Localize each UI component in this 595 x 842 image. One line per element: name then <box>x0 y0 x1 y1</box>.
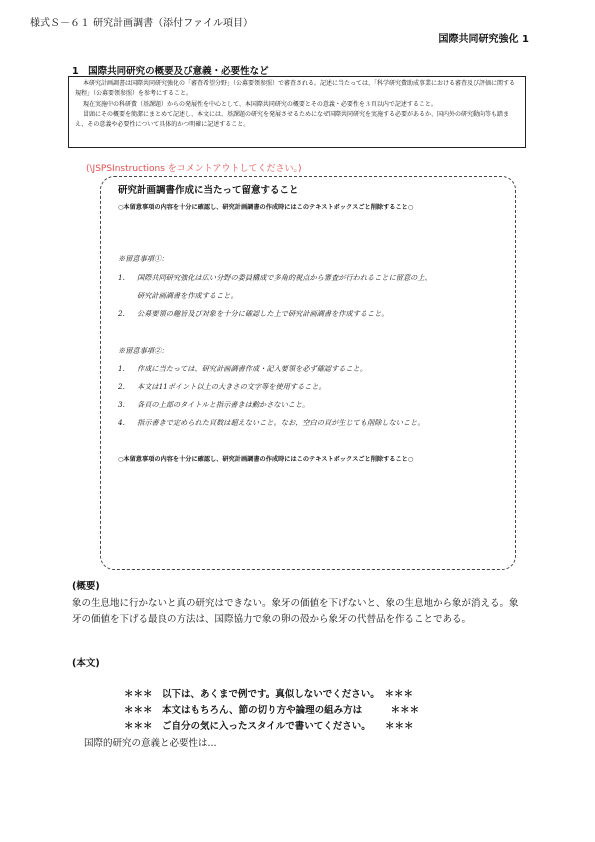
instruction-box <box>68 76 526 148</box>
body-text-start: 国際的研究の意義と必要性は... <box>84 738 217 749</box>
notice-item <box>118 400 309 410</box>
program-name: 国際共同研究強化 1 <box>438 34 529 45</box>
item-number: 2. <box>118 382 125 391</box>
summary-label: (概要) <box>72 581 100 592</box>
item-number: 2. <box>118 309 125 318</box>
example-notice-line: ＊＊＊ ご自分の気に入ったスタイルで書いてください。 ＊＊＊ <box>124 721 414 732</box>
item-text: 各頁の上部のタイトルと指示書きは動かさないこと。 <box>137 400 310 409</box>
item-text: 本文は11ポイント以上の大きさの文字等を使用すること。 <box>137 382 326 391</box>
notice-title: 研究計画調書作成に当たって留意すること <box>118 185 299 196</box>
section-title: 1 国際共同研究の概要及び意義・必要性など <box>72 66 269 77</box>
summary-text: 象の生息地に行かないと真の研究はできない。象牙の価値を下げないと、象の生息地から象が消える。象牙の価値を下げる最良の方法は、国際協力で象の卵の殻から象牙の代替品を作ることである。 <box>72 598 519 625</box>
item-text: 指示書きで定められた頁数は超えないこと。なお、空白の頁が生じても削除しないこと。 <box>137 418 425 427</box>
notice-banner-top: ○本留意事項の内容を十分に確認し、研究計画調書の作成時にはこのテキストボックスごと削除すること○ <box>118 204 414 211</box>
item-text: 公募要領の趣旨及び対象を十分に確認した上で研究計画調書を作成すること。 <box>137 309 389 318</box>
example-notice-line: ＊＊＊ 以下は、あくまで例です。真似しないでください。 ＊＊＊ <box>124 689 413 700</box>
item-number: 1. <box>118 273 125 282</box>
item-number: 1. <box>118 364 125 373</box>
notice-item <box>118 309 389 319</box>
item-text: 国際共同研究強化は広い分野の委員構成で多角的視点から審査が行われることに留意の上、 <box>137 273 432 282</box>
item-number: 3. <box>118 400 125 409</box>
instruction-paragraph: 本研究計画調書は国際共同研究強化の「審査希望分野」（公募要領参照）で審査される。記述に当たっては、「科学研究費助成事業における審査及び評価に関する規程」（公募要領参照）を参考にすること。 <box>75 80 516 98</box>
instruction-paragraph: 冒頭にその概要を簡潔にまとめて記述し、本文には、基課題の研究を発展させるためになぜ国際共同研究を実施する必要があるか、国内外の研究動向等も踏まえ、その意義や必要性について具体的かつ明確に記述すること。 <box>75 110 510 129</box>
notice-banner-bottom: ○本留意事項の内容を十分に確認し、研究計画調書の作成時にはこのテキストボックスごと削除すること○ <box>118 456 414 463</box>
notice-item <box>118 273 432 283</box>
notice-item <box>118 364 367 374</box>
example-notice-line: ＊＊＊ 本文はもちろん、節の切り方や論理の組み方は ＊＊＊ <box>124 705 420 716</box>
comment-out-note: (\JSPSInstructions をコメントアウトしてください。) <box>86 164 302 174</box>
instruction-paragraph: 現在実施中の科研費（基課題）からの発展性を中心として、本国際共同研究の概要とその意義・必要性を３頁以内で記述すること。 <box>83 100 437 108</box>
item-text: 作成に当たっては、研究計画調書作成・記入要領を必ず確認すること。 <box>137 364 368 373</box>
form-id: 様式Ｓ－６１ 研究計画調書（添付ファイル項目） <box>30 18 253 29</box>
item-number: 4. <box>118 418 125 427</box>
notice-item <box>118 382 326 392</box>
notice-item-continuation: 研究計画調書を作成すること。 <box>137 291 238 300</box>
notice-group2-heading: ※留意事項②： <box>118 346 169 355</box>
notice-group1-heading: ※留意事項①： <box>118 254 169 263</box>
main-text-label: (本文) <box>72 658 100 669</box>
notice-item <box>118 418 425 428</box>
